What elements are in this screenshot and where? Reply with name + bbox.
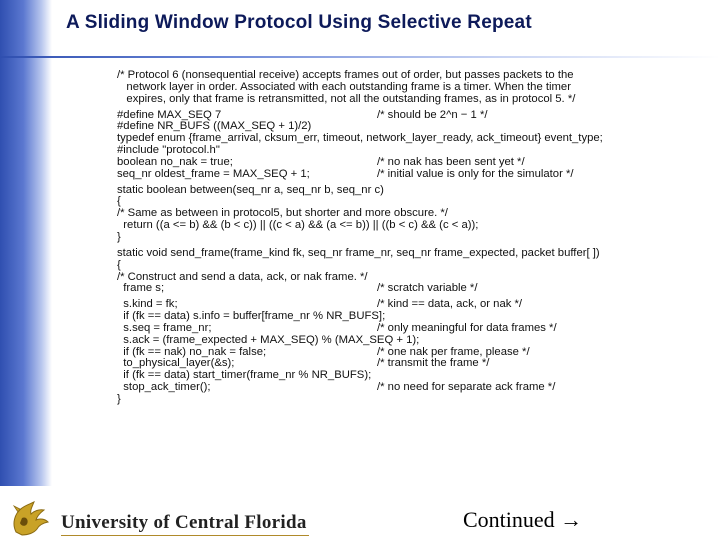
code-text: expires, only that frame is retransmitted, not all the outstanding frames, as in protocol 5. */	[117, 92, 576, 105]
university-logo	[6, 498, 316, 538]
code-text: s.ack = (frame_expected + MAX_SEQ) % (MAX_SEQ + 1);	[117, 333, 420, 346]
code-line	[117, 283, 637, 295]
code-comment: /* one nak per frame, please */	[377, 345, 530, 358]
code-text: /* Same as between in protocol5, but shorter and more obscure. */	[117, 207, 448, 220]
code-comment: /* no nak has been sent yet */	[377, 155, 525, 168]
code-text: static void send_frame(frame_kind fk, seq_nr frame_nr, seq_nr frame_expected, packet buffer[ ])	[117, 246, 600, 259]
code-comment: /* no need for separate ack frame */	[377, 381, 556, 394]
code-line	[117, 394, 637, 406]
code-text: to_physical_layer(&s);	[117, 357, 235, 370]
code-line	[117, 248, 637, 260]
code-text: typedef enum {frame_arrival, cksum_err, timeout, network_layer_ready, ack_timeout} event_type;	[117, 132, 603, 145]
code-text: }	[117, 230, 121, 243]
code-text: if (fk == data) s.info = buffer[frame_nr % NR_BUFS];	[117, 310, 386, 323]
code-line	[117, 185, 637, 197]
code-line	[117, 220, 637, 232]
code-line	[117, 169, 637, 181]
code-text: frame s;	[117, 282, 165, 295]
code-line	[117, 382, 637, 394]
code-text: return ((a <= b) && (b < c)) || ((c < a) && (a <= b)) || ((b < c) && (c < a));	[117, 219, 479, 232]
university-name: University of Central Florida	[61, 512, 307, 533]
continued-label: Continued →	[463, 507, 583, 532]
code-text: /* Construct and send a data, ack, or nak frame. */	[117, 270, 368, 283]
code-comment: /* scratch variable */	[377, 282, 478, 295]
code-text: if (fk == data) start_timer(frame_nr % NR_BUFS);	[117, 369, 372, 382]
code-text: #define MAX_SEQ 7	[117, 108, 222, 121]
code-comment: /* should be 2^n − 1 */	[377, 108, 488, 121]
code-text: stop_ack_timer();	[117, 381, 211, 394]
code-line	[117, 94, 637, 106]
code-text: seq_nr oldest_frame = MAX_SEQ + 1;	[117, 167, 310, 180]
logo-underline	[61, 535, 309, 536]
code-comment: /* initial value is only for the simulator */	[377, 167, 574, 180]
code-text: s.seq = frame_nr;	[117, 321, 212, 334]
code-text: boolean no_nak = true;	[117, 155, 233, 168]
code-text: {	[117, 258, 121, 271]
slide-title: A Sliding Window Protocol Using Selective Repeat	[66, 12, 532, 33]
code-comment: /* kind == data, ack, or nak */	[377, 298, 523, 311]
code-text: /* Protocol 6 (nonsequential receive) accepts frames out of order, but passes packets to the	[117, 69, 574, 81]
code-text: network layer in order. Associated with each outstanding frame is a timer. When the timer	[117, 80, 571, 93]
title-underline	[0, 56, 720, 58]
code-text: #define NR_BUFS ((MAX_SEQ + 1)/2)	[117, 120, 312, 133]
code-text: }	[117, 392, 121, 405]
code-text: s.kind = fk;	[117, 298, 178, 311]
code-listing	[117, 70, 637, 406]
code-text: if (fk == nak) no_nak = false;	[117, 345, 267, 358]
code-comment: /* only meaningful for data frames */	[377, 321, 557, 334]
code-comment: /* transmit the frame */	[377, 357, 490, 370]
pegasus-icon	[6, 498, 56, 538]
code-line	[117, 232, 637, 244]
code-text: #include "protocol.h"	[117, 144, 220, 157]
left-accent-bar	[0, 0, 52, 486]
code-text: {	[117, 195, 121, 208]
code-text: static boolean between(seq_nr a, seq_nr b, seq_nr c)	[117, 183, 384, 196]
